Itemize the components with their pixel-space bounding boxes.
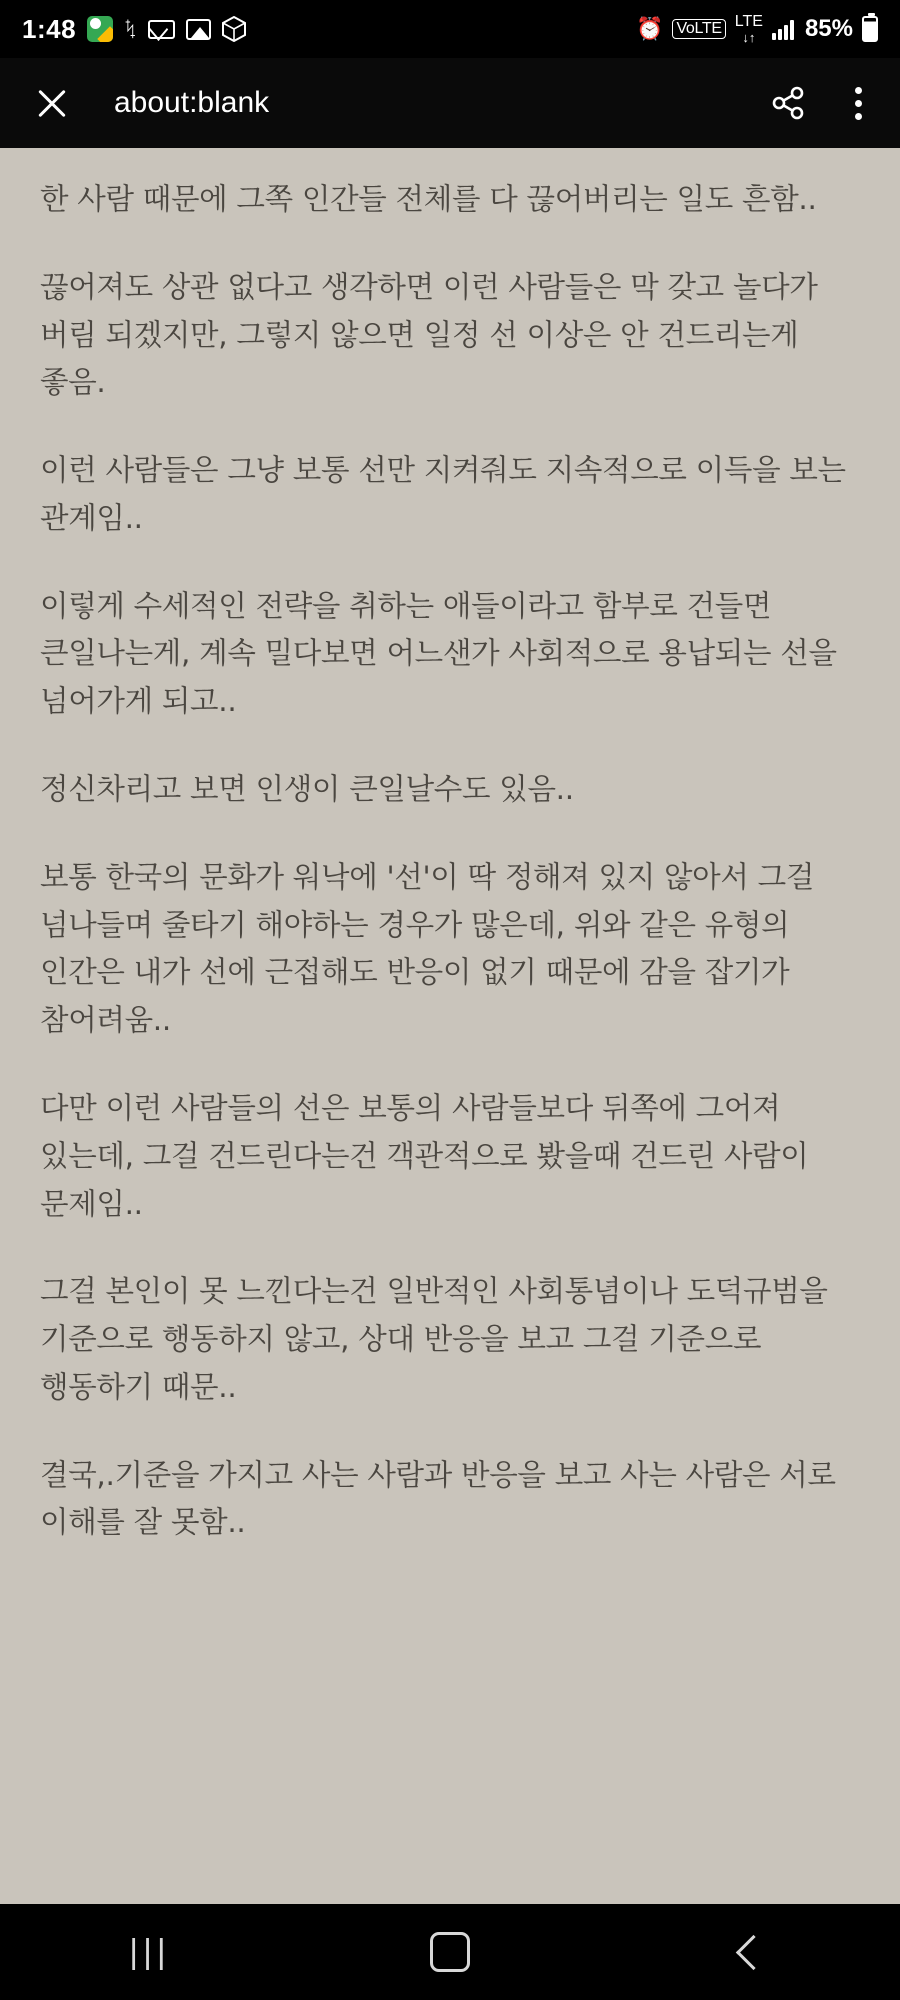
bluetooth-icon: ᛪ (124, 17, 137, 41)
status-bar-right (636, 14, 878, 44)
paragraph: 그걸 본인이 못 느낀다는건 일반적인 사회통념이나 도덕규범을 기준으로 행동하지 않고, 상대 반응을 보고 그걸 기준으로 행동하기 때문.. (40, 1274, 828, 1404)
lte-indicator (735, 14, 763, 44)
status-bar (0, 0, 900, 58)
more-options-icon[interactable] (844, 83, 872, 124)
paragraph: 결국,.기준을 가지고 사는 사람과 반응을 보고 사는 사람은 서로 이해를 잘 못함.. (40, 1457, 836, 1540)
back-icon (735, 1934, 770, 1969)
paragraph: 다만 이런 사람들의 선은 보통의 사람들보다 뒤쪽에 그어져 있는데, 그걸 건드린다는건 객관적으로 봤을때 건드린 사람이 문제임.. (40, 1090, 809, 1221)
recents-button[interactable] (90, 1904, 210, 2000)
paragraph: 끊어져도 상관 없다고 생각하면 이런 사람들은 막 갖고 놀다가 버림 되겠지만, 그렇지 않으면 일정 선 이상은 안 건드리는게 좋음. (40, 269, 818, 400)
address-bar[interactable]: about:blank (114, 86, 270, 119)
status-bar-left (22, 14, 246, 45)
status-clock: 1:48 (22, 13, 77, 44)
browser-toolbar (0, 58, 900, 148)
signal-bars-icon (772, 18, 794, 40)
back-button[interactable] (690, 1904, 810, 2000)
battery-icon (862, 16, 878, 42)
navigation-bar (0, 1904, 900, 2000)
home-button[interactable] (390, 1904, 510, 2000)
photos-icon (186, 19, 211, 40)
lte-label: LTE (734, 13, 763, 30)
toolbar-actions (768, 83, 872, 124)
paragraph: 이런 사람들은 그냥 보통 선만 지켜줘도 지속적으로 이득을 보는 관계임.. (40, 453, 846, 535)
page-content[interactable] (0, 148, 900, 1904)
close-icon[interactable] (28, 79, 76, 127)
package-icon (222, 16, 246, 42)
mail-icon (148, 20, 175, 39)
alarm-icon: ⏰ (636, 16, 664, 41)
paragraph: 보통 한국의 문화가 워낙에 '선'이 딱 정해져 있지 않아서 그걸 넘나들며 줄타기 해야하는 경우가 많은데, 위와 같은 유형의 인간은 내가 선에 근접해도 반응이 없기 때문에 감을 잡기가 참어려움.. (40, 859, 815, 1038)
maps-icon (87, 16, 113, 42)
paragraph: 한 사람 때문에 그쪽 인간들 전체를 다 끊어버리는 일도 흔함.. (40, 182, 817, 216)
paragraph: 이렇게 수세적인 전략을 취하는 애들이라고 함부로 건들면 큰일나는게, 계속 밀다보면 어느샌가 사회적으로 용납되는 선을 넘어가게 되고.. (40, 588, 837, 719)
share-icon[interactable] (768, 83, 808, 123)
lte-arrows: ↓↑ (742, 30, 756, 45)
volte-icon: VoLTE (672, 19, 725, 39)
recents-icon: ||| (129, 1932, 171, 1971)
battery-percent: 85% (804, 15, 853, 42)
paragraph: 정신차리고 보면 인생이 큰일날수도 있음.. (40, 772, 574, 807)
home-icon (430, 1932, 470, 1972)
